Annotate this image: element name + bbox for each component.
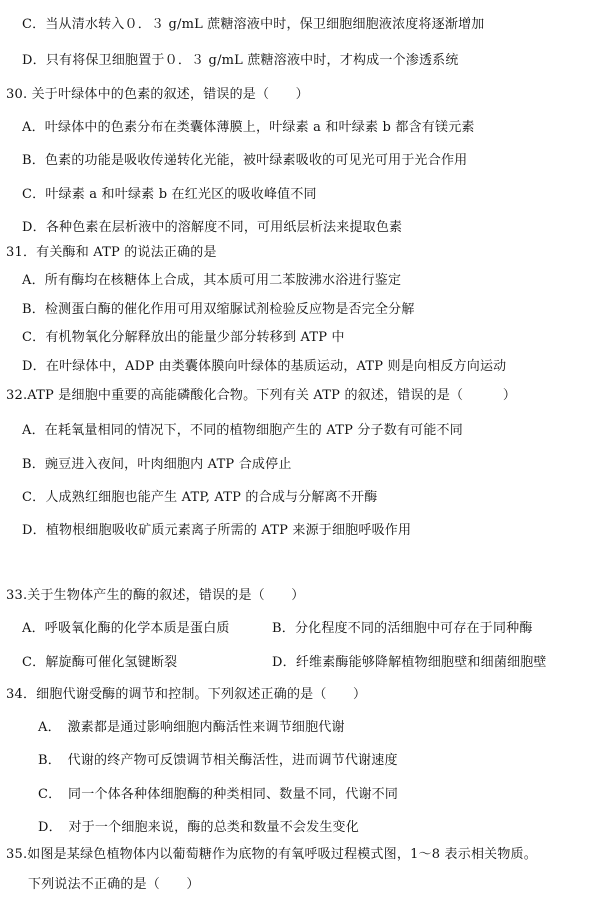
q33-option-a: A．呼吸氧化酶的化学本质是蛋白质 [22, 621, 230, 636]
q33-option-c: C．解旋酶可催化氢键断裂 [22, 655, 178, 670]
q34-option-d: D． 对于一个细胞来说，酶的总类和数量不会发生变化 [38, 820, 359, 835]
q31-stem: 31．有关酶和 ATP 的说法正确的是 [6, 245, 217, 260]
q29-option-c: C．当从清水转入０．３ g/mL 蔗糖溶液中时，保卫细胞细胞液浓度将逐渐增加 [22, 17, 485, 32]
q31-option-d: D．在叶绿体中，ADP 由类囊体膜向叶绿体的基质运动，ATP 则是向相反方向运动 [22, 359, 507, 374]
q34-stem: 34．细胞代谢受酶的调节和控制。下列叙述正确的是（ ） [6, 687, 367, 702]
q32-option-c: C．人成熟红细胞也能产生 ATP, ATP 的合成与分解离不开酶 [22, 490, 378, 505]
q30-option-b: B．色素的功能是吸收传递转化光能，被叶绿素吸收的可见光可用于光合作用 [22, 153, 468, 168]
q35-stem-line2: 下列说法不正确的是（ ） [28, 877, 200, 892]
q30-option-c: C．叶绿素 a 和叶绿素 b 在红光区的吸收峰值不同 [22, 187, 317, 202]
q30-stem: 30. 关于叶绿体中的色素的叙述，错误的是（ ） [6, 87, 309, 102]
q30-option-a: A．叶绿体中的色素分布在类囊体薄膜上，叶绿素 a 和叶绿素 b 都含有镁元素 [22, 120, 475, 135]
q32-option-a: A．在耗氧量相同的情况下，不同的植物细胞产生的 ATP 分子数有可能不同 [22, 423, 463, 438]
q34-option-a: A． 激素都是通过影响细胞内酶活性来调节细胞代谢 [38, 720, 345, 735]
q34-option-c: C． 同一个体各种体细胞酶的种类相同、数量不同，代谢不同 [38, 787, 399, 802]
q35-stem-line1: 35.如图是某绿色植物体内以葡萄糖作为底物的有氧呼吸过程模式图，1～8 表示相关物质。 [6, 847, 537, 862]
q31-option-b: B．检测蛋白酶的催化作用可用双缩脲试剂检验反应物是否完全分解 [22, 302, 415, 317]
q32-option-d: D．植物根细胞吸收矿质元素离子所需的 ATP 来源于细胞呼吸作用 [22, 523, 412, 538]
q34-option-b: B． 代谢的终产物可反馈调节相关酶活性，进而调节代谢速度 [38, 753, 398, 768]
q30-option-d: D．各种色素在层析液中的溶解度不同，可用纸层析法来提取色素 [22, 220, 403, 235]
q33-stem: 33.关于生物体产生的酶的叙述，错误的是（ ） [6, 588, 305, 603]
q31-option-c: C．有机物氧化分解释放出的能量少部分转移到 ATP 中 [22, 330, 345, 345]
q29-option-d: D．只有将保卫细胞置于０．３ g/mL 蔗糖溶液中时，才构成一个渗透系统 [22, 53, 459, 68]
q32-option-b: B．豌豆进入夜间，叶肉细胞内 ATP 合成停止 [22, 457, 292, 472]
q32-stem: 32.ATP 是细胞中重要的高能磷酸化合物。下列有关 ATP 的叙述，错误的是（ ） [6, 388, 517, 403]
q33-option-d: D．纤维素酶能够降解植物细胞壁和细菌细胞壁 [272, 655, 547, 670]
q31-option-a: A．所有酶均在核糖体上合成，其本质可用二苯胺沸水浴进行鉴定 [22, 273, 402, 288]
q33-option-b: B．分化程度不同的活细胞中可存在于同种酶 [272, 621, 533, 636]
